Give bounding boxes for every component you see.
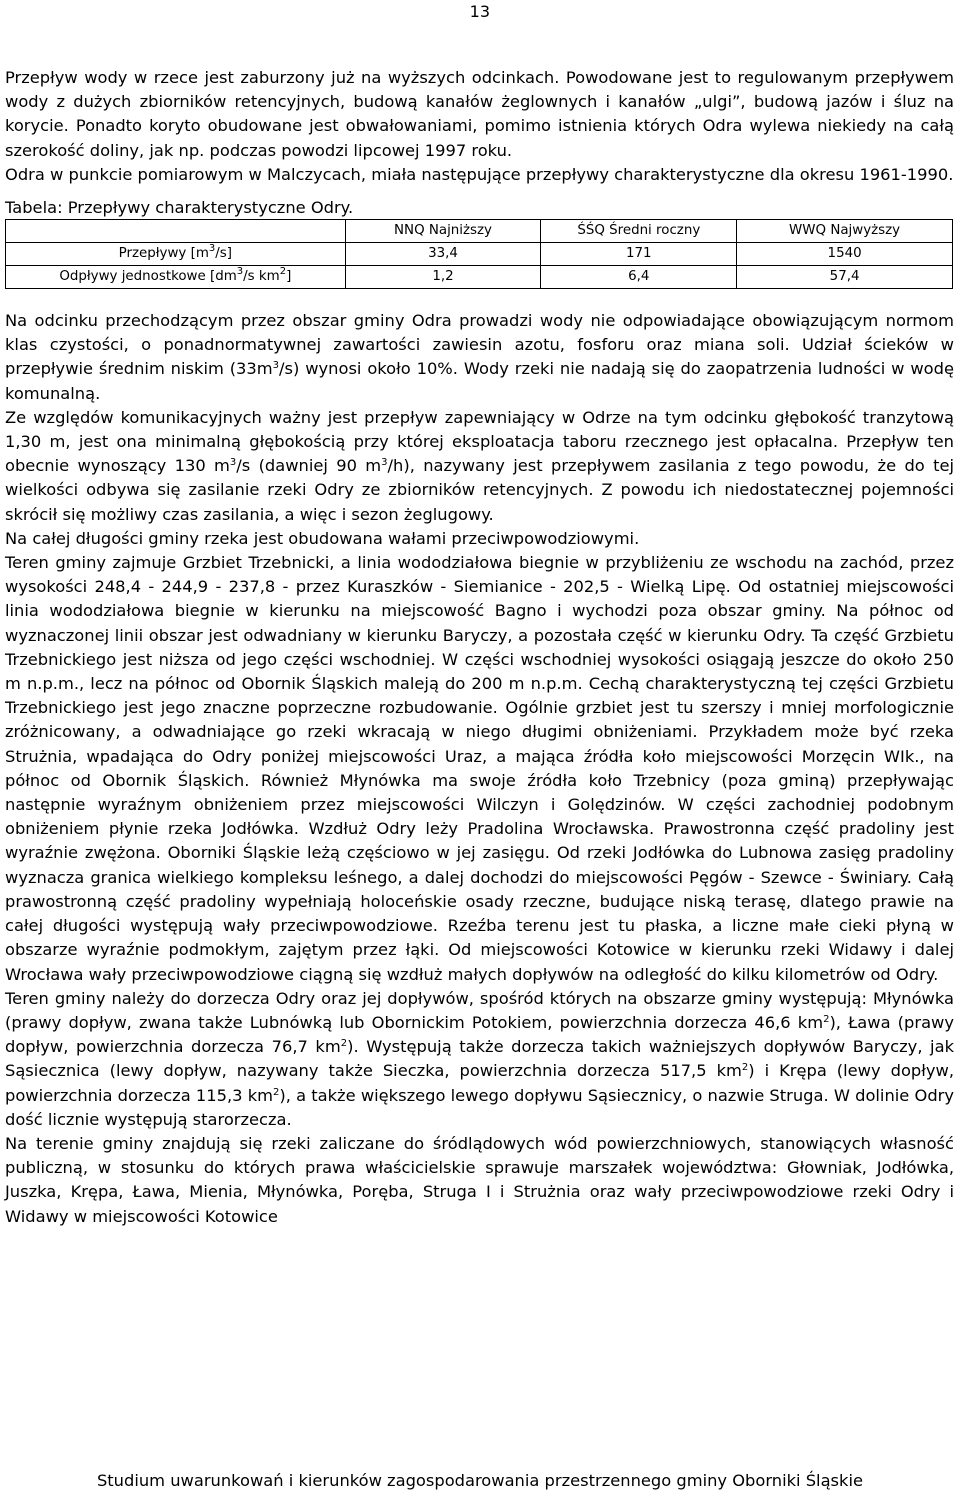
paragraph-flow-disturbance: Przepływ wody w rzece jest zaburzony już na wyższych odcinkach. Powodowane jest to regulowanym przepływem wody z dużych zbiorników retencyjnych, budową kanałów żeglownych i kanałów „ulgi”, budową jazów i śluz na korycie. Ponadto koryto obudowane jest obwałowaniami, pomimo istnienia których Odra wylewa niekiedy na całą szerokość doliny, jak np. podczas powodzi lipcowej 1997 roku. [5, 68, 954, 160]
table-header-row [6, 220, 953, 243]
table-header-cell [6, 220, 346, 243]
table-cell: 1540 [737, 243, 953, 266]
text-run: /s) wynosi około 10%. Wody rzeki nie nadają się do zaopatrzenia ludności w wodę komunalną. [5, 359, 954, 403]
superscript: 3 [229, 457, 237, 469]
text-run: Ze względów komunikacyjnych ważny jest przepływ zapewniający w Odrze na tym odcinku głębokość tranzytową 1,30 m, jest ona minimalną głębokością przy której eksploatacja taboru rzecznego jest opłacalna. Przepływ ten obecnie wynoszący 130 m [5, 407, 954, 476]
row-label-text: Odpływy jednostkowe [dm [59, 269, 237, 285]
table-row-label [6, 266, 346, 289]
table-row-label [6, 243, 346, 266]
table-header-cell: ŚŚQ Średni roczny [541, 220, 737, 243]
document-body [5, 66, 954, 1229]
row-label-text: Przepływy [m [118, 246, 209, 262]
page-number: 13 [469, 2, 490, 21]
table-cell: 1,2 [345, 266, 541, 289]
flows-table [5, 219, 953, 289]
text-run: ), Ława (prawy dopływ, powierzchnia dorzecza 76,7 km [5, 1012, 954, 1057]
paragraph-measurement-intro: Odra w punkcie pomiarowym w Malczycach, miała następujące przepływy charakterystyczne dla okresu 1961-1990. [5, 164, 954, 184]
table-header-cell: NNQ Najniższy [345, 220, 541, 243]
row-label-text: /s km [243, 269, 280, 285]
paragraph-embankment: Na całej długości gminy rzeka jest obudowana wałami przeciwpowodziowymi. [5, 528, 640, 548]
superscript: 2 [273, 1086, 280, 1098]
page-footer: Studium uwarunkowań i kierunków zagospodarowania przestrzennego gminy Oborniki Śląskie [96, 1471, 864, 1490]
text-run: /s (dawniej 90 m [236, 456, 382, 476]
superscript: 3 [381, 457, 388, 469]
superscript: 3 [208, 243, 216, 255]
text-run: /h), nazywany jest przepływem zasilania z tego powodu, że do tej wielkości odbywa się zasilanie rzeki Odry ze zbiorników retencyjnych. Z powodu ich niedostatecznej pojemności skrócił się możliwy czas zasilania, a więc i sezon żeglugowy. [5, 456, 954, 524]
superscript: 3 [236, 266, 244, 278]
row-label-text: ] [286, 269, 292, 285]
superscript: 2 [279, 266, 287, 278]
superscript: 2 [823, 1013, 830, 1025]
table-cell: 6,4 [541, 266, 737, 289]
superscript: 2 [741, 1062, 749, 1074]
paragraph-terrain: Teren gminy zajmuje Grzbiet Trzebnicki, a linia wododziałowa biegnie w przybliżeniu ze wschodu na zachód, przez wysokości 248,4 - 244,9 - 237,8 - przez Kuraszków - Siemianice - 202,5 - Wielką Lipę. Od ostatniej miejscowości linia wododziałowa biegnie w kierunku na miejscowość Bagno i wychodzi poza obszar gminy. Na północ od wyznaczonej linii obszar jest odwadniany w kierunku Baryczy, a pozostała część w kierunku Odry. Ta część Grzbietu Trzebnickiego jest niższa od jego części wschodniej. W części wschodniej wysokości osiągają jeszcze do około 250 m n.p.m., lecz na północ od Obornik Śląskich maleją do 200 m n.p.m. Cechą charakterystyczną tej części Grzbietu Trzebnickiego jest jego znaczne poprzeczne rozbudowanie. Ogólnie grzbiet jest tu szerszy i mniej morfologicznie zróżnicowany, a odwadniające go rzeki wkracają w niego długimi obniżeniami. Przykładem może być rzeka Strużnia, wpadająca do Odry poniżej miejscowości Uraz, a mająca źródła koło miejscowości Morzęcin WIk., na północ od Obornik Śląskich. Również Młynówka ma swoje źródła koło Trzebnicy (poza gminą) przepływając następnie wyraźnym obniżeniem przez miejscowości Wilczyn i Golędzinów. W części zachodniej podobnym obniżeniem płynie rzeka Jodłówka. Wzdłuż Odry leży Pradolina Wrocławska. Prawostronna część pradoliny jest wyraźnie zwężona. Oborniki Śląskie leżą częściowo w jej zasięgu. Od rzeki Jodłówka do Lubnowa zasięg pradoliny wyznacza granica wielkiego kompleksu leśnego, a dalej dochodzi do miejscowości Pęgów - Szewce - Świniary. Całą prawostronną część pradoliny wypełniają holoceńskie osady rzeczne, budujące niską terasę, dlatego prawie na całej długości występują wały przeciwpowodziowe. Rzeźba terenu jest tu płaska, a liczne małe cieki płyną w obszarze wyraźnie podmokłym, zajętym przez łąki. Od miejscowości Kotowice w kierunku rzeki Widawy i dalej Wrocława wały przeciwpowodziowe ciągną się wzdłuż małych dopływów na odległość do kilku kilometrów od Odry. [5, 553, 954, 984]
table-cell: 33,4 [345, 243, 541, 266]
text-run: Teren gminy należy do dorzecza Odry oraz jej dopływów, spośród których na obszarze gminy występują: Młynówka (prawy dopływ, zwana także Lubnówką lub Obornickim Potokiem, powierzchnia dorzecza 46,6 km [5, 988, 954, 1032]
paragraph-navigation [5, 406, 954, 527]
table-cell: 171 [541, 243, 737, 266]
superscript: 2 [340, 1038, 348, 1050]
table-caption: Tabela: Przepływy charakterystyczne Odry. [5, 198, 354, 218]
paragraph-tributaries [5, 987, 954, 1132]
text-run: Na odcinku przechodzącym przez obszar gminy Odra prowadzi wody nie odpowiadające obowiązującym normom klas czystości, o ponadnormatywnej zawartości zawiesin azotu, fosforu oraz miana soli. Udział ścieków w przepływie średnim niskim (33m [5, 311, 954, 379]
table-row [6, 243, 953, 266]
table-header-cell: WWQ Najwyższy [737, 220, 953, 243]
paragraph-public-waters: Na terenie gminy znajdują się rzeki zaliczane do śródlądowych wód powierzchniowych, stanowiących własność publiczną, w stosunku do których prawa właścicielskie sprawuje marszałek województwa: Głowniak, Jodłówka, Juszka, Krępa, Ława, Mienia, Młynówka, Poręba, Struga I i Strużnia oraz wały przeciwpowodziowe rzeki Odry i Widawy w miejscowości Kotowice [5, 1133, 954, 1226]
text-run: ), a także większego lewego dopływu Sąsiecznicy, o nazwie Struga. W dolinie Odry dość licznie występują starorzecza. [5, 1085, 954, 1129]
superscript: 3 [272, 360, 280, 372]
table-cell: 57,4 [737, 266, 953, 289]
row-label-text: /s] [215, 246, 232, 262]
text-run: ). Występują także dorzecza takich ważniejszych dopływów Baryczy, jak Sąsiecznica (lewy dopływ, nazywany także Sieczka, powierzchnia dorzecza 517,5 km [5, 1037, 954, 1081]
text-run: ) i Krępa (lewy dopływ, powierzchnia dorzecza 115,3 km [5, 1061, 954, 1105]
paragraph-water-quality [5, 309, 954, 406]
table-row [6, 266, 953, 289]
